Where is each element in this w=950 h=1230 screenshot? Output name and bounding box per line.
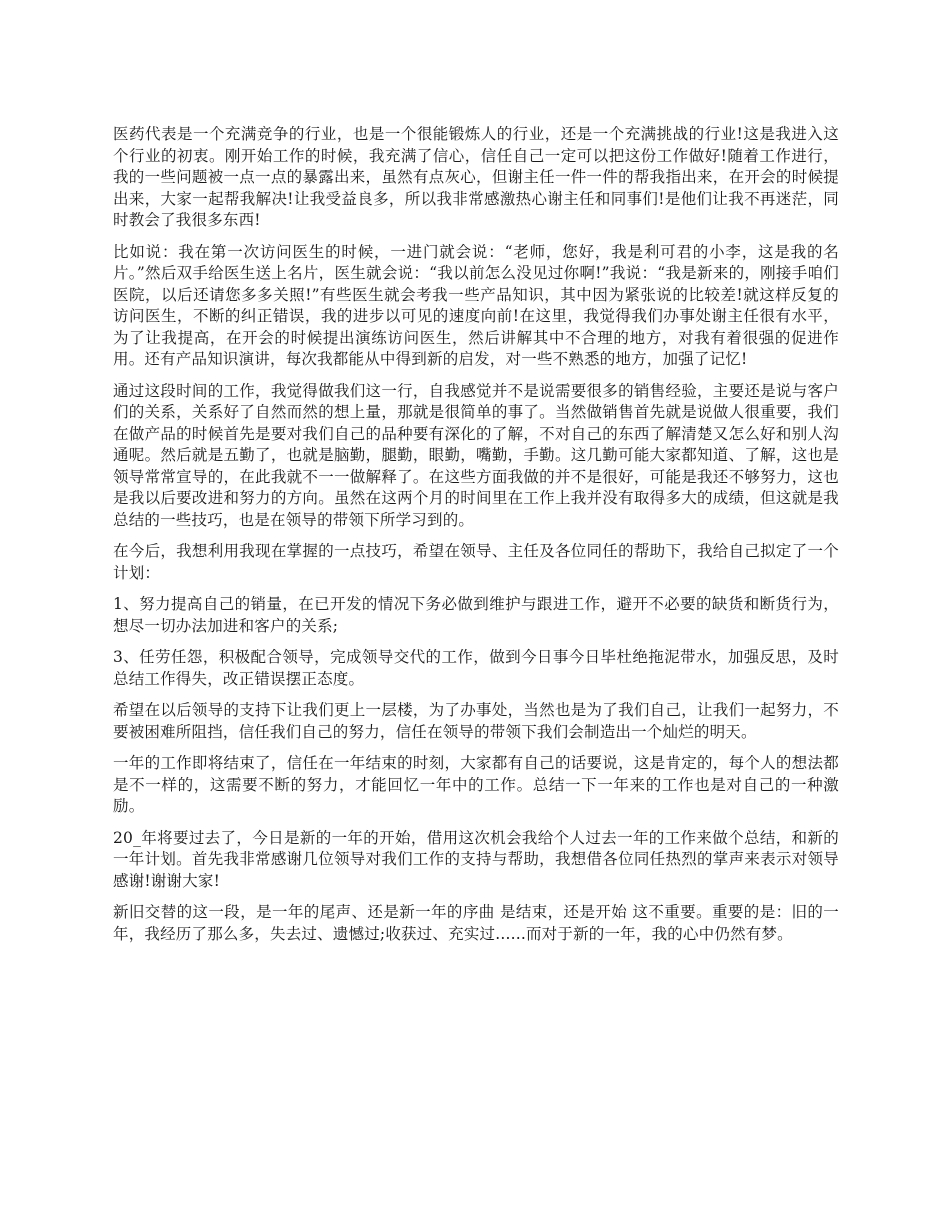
paragraph-plan-item-3: 3、任劳任怨，积极配合领导，完成领导交代的工作，做到今日事今日毕杜绝拖泥带水，加强反思，及时总结工作得失，改正错误摆正态度。 [113,648,839,688]
paragraph-year-end: 一年的工作即将结束了，信任在一年结束的时刻，大家都有自己的话要说，这是肯定的，每个人的想法都是不一样的，这需要不断的努力，才能回忆一年中的工作。总结一下一年来的工作也是对自己的一种激励。 [113,754,839,815]
paragraph-intro: 医药代表是一个充满竞争的行业，也是一个很能锻炼人的行业，还是一个充满挑战的行业!这是我进入这个行业的初衷。刚开始工作的时候，我充满了信心，信任自己一定可以把这份工作做好!随着工作进行，我的一些问题被一点一点的暴露出来，虽然有点灰心，但谢主任一件一件的帮我指出来，在开会的时候提出来，大家一起帮我解决!让我受益良多，所以我非常感激热心谢主任和同事们!是他们让我不再迷茫，同时教会了我很多东西! [113,125,839,229]
paragraph-plan-item-1: 1、努力提高自己的销量，在已开发的情况下务必做到维护与跟进工作，避开不必要的缺货和断货行为，想尽一切办法加进和客户的关系; [113,595,839,635]
paragraph-doctor-visits: 比如说：我在第一次访问医生的时候，一进门就会说：“老师，您好，我是利可君的小李，这是我的名片。”然后双手给医生送上名片，医生就会说：“我以前怎么没见过你啊!”我说：“我是新来的，刚接手咱们医院，以后还请您多多关照!”有些医生就会考我一些产品知识，其中因为紧张说的比较差!就这样反复的访问医生，不断的纠正错误，我的进步以可见的速度向前!在这里，我觉得我们办事处谢主任很有水平，为了让我提高，在开会的时候提出演练访问医生，然后讲解其中不合理的地方，对我有着很强的促进作用。还有产品知识演讲，每次我都能从中得到新的启发，对一些不熟悉的地方，加强了记忆! [113,242,839,368]
paragraph-new-year: 20_年将要过去了，今日是新的一年的开始，借用这次机会我给个人过去一年的工作来做个总结，和新的一年计划。首先我非常感谢几位领导对我们工作的支持与帮助，我想借各位同任热烈的掌声来表示对领导感谢!谢谢大家! [113,828,839,890]
paragraph-sales-experience: 通过这段时间的工作，我觉得做我们这一行，自我感觉并不是说需要很多的销售经验，主要还是说与客户们的关系，关系好了自然而然的想上量，那就是很简单的事了。当然做销售首先就是说做人很重要，我们在做产品的时候首先是要对我们自己的品种要有深化的了解，不对自己的东西了解清楚又怎么好和别人沟通呢。然后就是五勤了，也就是脑勤，腿勤，眼勤，嘴勤，手勤。这几勤可能大家都知道、了解，这也是领导常常宣导的，在此我就不一一做解释了。在这些方面我做的并不是很好，可能是我还不够努力，这也是我以后要改进和努力的方向。虽然在这两个月的时间里在工作上我并没有取得多大的成绩，但这就是我总结的一些技巧，也是在领导的带领下所学习到的。 [113,381,839,529]
paragraph-plan-intro: 在今后，我想利用我现在掌握的一点技巧，希望在领导、主任及各位同任的帮助下，我给自己拟定了一个计划： [113,542,839,582]
paragraph-closing: 新旧交替的这一段，是一年的尾声、还是新一年的序曲 是结束，还是开始 这不重要。重要的是：旧的一年，我经历了那么多，失去过、遗憾过;收获过、充实过......而对于新的一年，我的心中仍然有梦。 [113,903,839,943]
paragraph-hope: 希望在以后领导的支持下让我们更上一层楼，为了办事处，当然也是为了我们自己，让我们一起努力，不要被困难所阻挡，信任我们自己的努力，信任在领导的带领下我们会制造出一个灿烂的明天。 [113,701,839,741]
document-body [113,124,839,955]
